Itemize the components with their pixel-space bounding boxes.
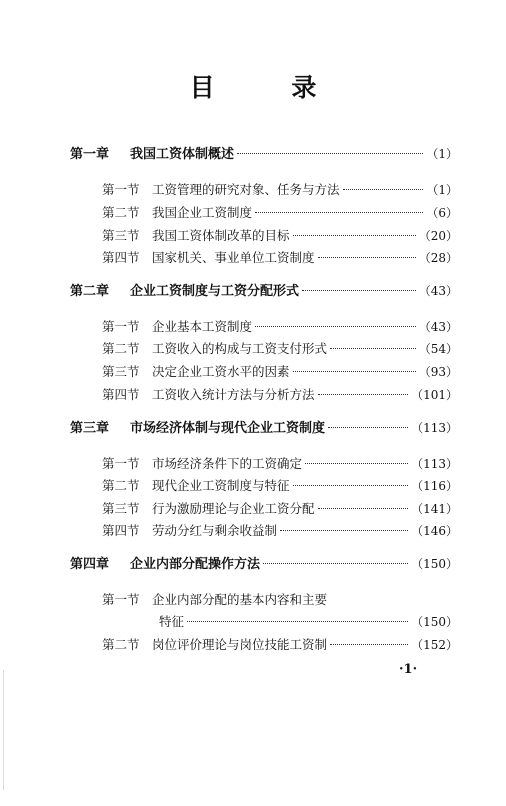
section-title: 国家机关、事业单位工资制度 — [152, 250, 315, 265]
chapter-title: 市场经济体制与现代企业工资制度 — [130, 421, 326, 436]
toc-section — [102, 499, 458, 517]
section-number: 第四节 — [102, 250, 140, 265]
page-ref: （93） — [418, 365, 458, 379]
page-ref: （146） — [411, 524, 458, 538]
page-ref: （116） — [411, 479, 458, 493]
leader-dots — [330, 347, 416, 349]
leader-dots — [305, 462, 408, 464]
toc-section — [102, 362, 458, 380]
section-number: 第二节 — [102, 637, 140, 652]
leader-dots — [302, 289, 416, 291]
page-ref: （43） — [418, 284, 458, 298]
toc-chapter-2 — [70, 280, 458, 299]
page-ref: （20） — [418, 229, 458, 243]
leader-dots — [343, 188, 424, 190]
section-number: 第一节 — [102, 592, 140, 607]
section-title-continued: 特征 — [159, 614, 185, 629]
section-title: 企业基本工资制度 — [152, 319, 253, 334]
page-ref: （113） — [411, 421, 458, 435]
toc-section — [102, 317, 458, 335]
leader-dots — [255, 325, 416, 327]
section-title: 工资收入的构成与工资支付形式 — [152, 341, 328, 356]
toc-section — [102, 476, 458, 494]
toc-chapter-4 — [70, 553, 458, 572]
toc-section — [102, 385, 458, 403]
section-title: 决定企业工资水平的因素 — [152, 364, 290, 379]
page-ref: （1） — [426, 147, 458, 161]
chapter-title: 我国工资体制概述 — [130, 147, 235, 162]
chapter-number: 第二章 — [70, 284, 110, 299]
page-ref: （6） — [426, 206, 458, 220]
toc-chapter-1 — [70, 143, 458, 162]
leader-dots — [328, 426, 408, 428]
page-ref: （150） — [411, 557, 458, 571]
section-number: 第三节 — [102, 228, 140, 243]
page-ref: （28） — [418, 251, 458, 265]
page-ref: （113） — [411, 457, 458, 471]
section-number: 第三节 — [102, 364, 140, 379]
page-ref: （150） — [411, 615, 458, 629]
section-number: 第一节 — [102, 182, 140, 197]
leader-dots — [293, 484, 409, 486]
section-title: 行为激励理论与企业工资分配 — [152, 501, 315, 516]
section-title: 现代企业工资制度与特征 — [152, 478, 290, 493]
section-title: 工资收入统计方法与分析方法 — [152, 387, 315, 402]
toc-section — [102, 180, 458, 198]
leader-dots — [318, 256, 416, 258]
toc-section — [102, 203, 458, 221]
page-ref: （152） — [411, 638, 458, 652]
section-title: 岗位评价理论与岗位技能工资制 — [152, 637, 328, 652]
section-title: 市场经济条件下的工资确定 — [152, 456, 303, 471]
section-number: 第四节 — [102, 523, 140, 538]
chapter-number: 第四章 — [70, 557, 110, 572]
section-number: 第四节 — [102, 387, 140, 402]
toc-section — [102, 339, 458, 357]
page-title: 目 录 — [189, 73, 351, 102]
leader-dots — [293, 234, 416, 236]
toc-section-continuation — [159, 612, 458, 630]
section-number: 第二节 — [102, 478, 140, 493]
toc-section — [102, 226, 458, 244]
leader-dots — [318, 507, 409, 509]
page-ref: （1） — [426, 183, 458, 197]
scan-edge-line — [3, 670, 4, 790]
chapter-title: 企业内部分配操作方法 — [130, 557, 261, 572]
leader-dots — [318, 393, 409, 395]
page-ref: （43） — [418, 320, 458, 334]
section-number: 第三节 — [102, 501, 140, 516]
chapter-number: 第一章 — [70, 147, 110, 162]
chapter-title: 企业工资制度与工资分配形式 — [130, 284, 300, 299]
leader-dots — [263, 562, 408, 564]
leader-dots — [330, 643, 408, 645]
section-title: 工资管理的研究对象、任务与方法 — [152, 182, 340, 197]
leader-dots — [293, 370, 416, 372]
toc-section — [102, 635, 458, 653]
toc-section — [102, 248, 458, 266]
leader-dots — [255, 211, 423, 213]
section-title: 我国企业工资制度 — [152, 205, 253, 220]
toc-section — [102, 521, 458, 539]
section-title: 劳动分红与剩余收益制 — [152, 523, 278, 538]
section-number: 第一节 — [102, 319, 140, 334]
section-number: 第一节 — [102, 456, 140, 471]
leader-dots — [237, 152, 423, 154]
section-number: 第二节 — [102, 341, 140, 356]
toc-section — [102, 454, 458, 472]
section-title: 企业内部分配的基本内容和主要 — [152, 592, 328, 607]
section-number: 第二节 — [102, 205, 140, 220]
page-ref: （101） — [411, 388, 458, 402]
leader-dots — [280, 529, 408, 531]
page-number: ·1· — [399, 662, 418, 677]
leader-dots — [187, 620, 408, 622]
chapter-number: 第三章 — [70, 421, 110, 436]
page-ref: （141） — [411, 502, 458, 516]
section-title: 我国工资体制改革的目标 — [152, 228, 290, 243]
toc-chapter-3 — [70, 417, 458, 436]
page-ref: （54） — [418, 342, 458, 356]
toc-section — [102, 590, 458, 608]
